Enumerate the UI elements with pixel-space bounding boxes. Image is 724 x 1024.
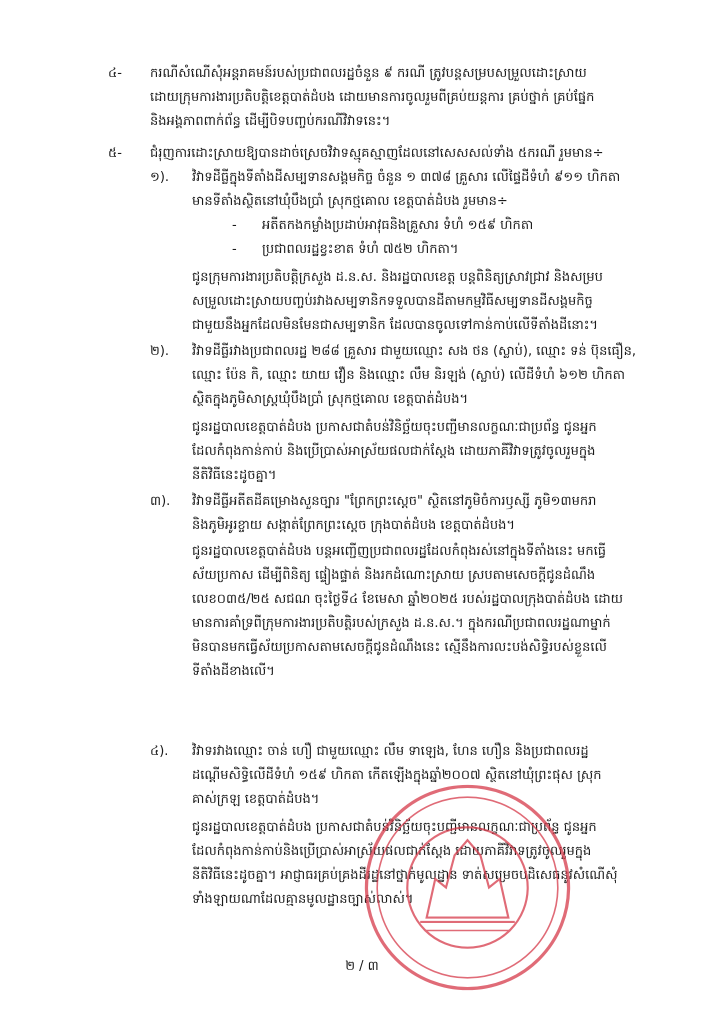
- text-line: មានការគាំទ្រពីក្រុមការងារប្រតិបត្តិរបស់ក្រសួង ដ.ន.ស.។ ក្នុងករណីប្រជាពលរដ្ឋណាម្នាក់: [192, 616, 611, 631]
- text-line: ប្រជាពលរដ្ឋខ្វះខាត ទំហំ ៧៥២ ហិកតា។: [262, 242, 459, 257]
- text-line: ជូនរដ្ឋបាលខេត្តបាត់ដំបង ប្រកាសជាតំបន់វិនិច្ឆ័យចុះបញ្ជីមានលក្ខណៈជាប្រព័ន្ធ ជូនអ្នក: [192, 420, 597, 435]
- text-line: នីតិវិធីនេះដូចគ្នា។: [192, 468, 277, 483]
- bullet-text: [262, 214, 680, 238]
- subitem-number: ៤).: [150, 744, 169, 759]
- text-line: វិវាទដីធ្លីក្នុងទីតាំងដីសម្បទានសង្គមកិច្ច ចំនួន ១ ៣៧៨ គ្រួសារ លើផ្ទៃដីទំហំ ៩១១ ហិកតា: [192, 170, 621, 185]
- page-number: ២ / ៣: [345, 959, 379, 974]
- text-line: លេខ០៣៥/២៥ សជណ ចុះថ្ងៃទី៤ ខែមេសា ឆ្នាំ២០២៥ របស់រដ្ឋបាលក្រុងបាត់ដំបង ដោយ: [192, 592, 624, 607]
- subitem-number: ៣).: [150, 494, 171, 509]
- subitem-text: [192, 166, 680, 214]
- subitem-text: [192, 340, 680, 412]
- subitem-number: ១).: [150, 170, 170, 185]
- text-line: វិវាទដីធ្លីរវាងប្រជាពលរដ្ឋ ២៨៨ គ្រួសារ ជាមួយឈ្មោះ សង ថន (ស្លាប់), ឈ្មោះ ទន់ ប៊ុនធឿន,: [192, 344, 636, 359]
- text-line: ជូនរដ្ឋបាលខេត្តបាត់ដំបង បន្តអញ្ជើញប្រជាពលរដ្ឋដែលកំពុងរស់នៅក្នុងទីតាំងនេះ មកធ្វើ: [192, 544, 606, 559]
- text-line: ទីតាំងដីខាងលើ។: [192, 664, 275, 679]
- text-line: ស្ថិតក្នុងភូមិសាស្ត្រឃុំបឹងប្រាំ ស្រុកថ្មគោល ខេត្តបាត់ដំបង។: [192, 392, 469, 407]
- recommendation-paragraph: [192, 540, 680, 684]
- text-line: ជូនរដ្ឋបាលខេត្តបាត់ដំបង ប្រកាសជាតំបន់វិនិច្ឆ័យចុះបញ្ជីមានលក្ខណៈជាប្រព័ន្ធ ជូនអ្នក: [192, 820, 597, 835]
- text-line: អតីតកងកម្លាំងប្រដាប់អាវុធនិងគ្រួសារ ទំហំ ១៥៩ ហិកតា: [262, 218, 534, 233]
- text-line: ស័យប្រកាស ដើម្បីពិនិត្យ ផ្ទៀងផ្ទាត់ និងរកដំណោះស្រាយ ស្របតាមសេចក្តីជូនដំណឹង: [192, 568, 596, 583]
- text-line: ដោយក្រុមការងារប្រតិបត្តិខេត្តបាត់ដំបង ដោយមានការចូលរួមពីគ្រប់យន្តការ គ្រប់ថ្នាក់ គ្រប់ផ្នែក: [150, 90, 595, 105]
- text-line: ដែលកំពុងកាន់កាប់និងប្រើប្រាស់អាស្រ័យផលជាក់ស្តែង ដោយភាគីវិវាទត្រូវចូលរួមក្នុង: [192, 844, 592, 859]
- subitem-number: ២).: [150, 344, 170, 359]
- text-line: និងភូមិអូរខ្ចាយ សង្កាត់ព្រែកព្រះស្តេច ក្រុងបាត់ដំបង ខេត្តបាត់ដំបង។: [192, 518, 515, 533]
- text-line: ជំរុញការដោះស្រាយឱ្យបានដាច់ស្រេចវិវាទស្មុគស្មាញដែលនៅសេសសល់ទាំង ៥ករណី រួមមាន÷: [150, 146, 604, 161]
- bullet-dash: -: [232, 242, 237, 257]
- text-line: ករណីសំណើសុំអន្តរាគមន៍របស់ប្រជាពលរដ្ឋចំនួន ៩ ករណី ត្រូវបន្តសម្របសម្រួលដោះស្រាយ: [150, 66, 587, 81]
- subitem-text: [192, 490, 680, 538]
- item-text: [150, 62, 680, 134]
- text-line: ឈ្មោះ ប៉ែន កិ, ឈ្មោះ យាយ វឿន និងឈ្មោះ លឹម និរឡង់ (ស្លាប់) លើដីទំហំ ៦១២ ហិកតា: [192, 368, 626, 383]
- text-line: សម្រួលដោះស្រាយបញ្ចប់រវាងសម្បទានិកទទួលបានដីតាមកម្មវិធីសម្បទានដីសង្គមកិច្ច: [192, 294, 593, 309]
- text-line: ជូនក្រុមការងារប្រតិបត្តិក្រសួង ដ.ន.ស. និងរដ្ឋបាលខេត្ត បន្តពិនិត្យស្រាវជ្រាវ និងសម្រប: [192, 270, 603, 285]
- text-line: នីតិវិធីនេះដូចគ្នា។ អាជ្ញាធរគ្រប់គ្រងដីរដ្ឋនៅថ្នាក់មូលដ្ឋាន ទាត់សម្រេចបដិសេធនូវសំណើសុំ: [192, 868, 618, 883]
- item-text: [150, 142, 680, 166]
- bullet-text: [262, 238, 680, 262]
- text-line: មានទីតាំងស្ថិតនៅឃុំបឹងប្រាំ ស្រុកថ្មគោល ខេត្តបាត់ដំបង រួមមាន÷: [192, 194, 508, 209]
- item-number: ៥-: [108, 146, 122, 161]
- text-line: ជាមួយនឹងអ្នកដែលមិនមែនជាសម្បទានិក ដែលបានចូលទៅកាន់កាប់លើទីតាំងដីនោះ។: [192, 318, 599, 333]
- item-number: ៤-: [108, 66, 122, 81]
- text-line: ដែលកំពុងកាន់កាប់ និងប្រើប្រាស់អាស្រ័យផលជាក់ស្តែង ដោយភាគីវិវាទត្រូវចូលរួមក្នុង: [192, 444, 596, 459]
- text-line: វិវាទរវាងឈ្មោះ ចាន់ ហឿ ជាមួយឈ្មោះ លឹម ទាឡេង, ហែន ហឿន និងប្រជាពលរដ្ឋ: [192, 744, 589, 759]
- recommendation-paragraph: [192, 416, 680, 488]
- text-line: ទាំងឡាយណាដែលគ្មានមូលដ្ឋានច្បាស់លាស់។: [192, 892, 414, 907]
- text-line: វិវាទដីធ្លីអតីតដីគម្រោងសួនច្បារ "ព្រែកព្រះស្តេច" ស្ថិតនៅភូមិចំការឫស្សី ភូមិ១៣មករា: [192, 494, 597, 509]
- text-line: និងអង្គភាពពាក់ព័ន្ធ ដើម្បីបិទបញ្ចប់ករណីវិវាទនេះ។: [150, 114, 391, 129]
- text-line: គាស់ក្រឡ ខេត្តបាត់ដំបង។: [192, 792, 320, 807]
- text-line: ដណ្តើមសិទ្ធិលើដីទំហំ ១៥៩ ហិកតា កើតឡើងក្នុងឆ្នាំ២០០៧ ស្ថិតនៅឃុំព្រះផុស ស្រុក: [192, 768, 602, 783]
- text-line: មិនបានមកធ្វើស័យប្រកាសតាមសេចក្តីជូនដំណឹងនេះ ស្មើនឹងការលះបង់សិទ្ធិរបស់ខ្លួនលើ: [192, 640, 607, 655]
- recommendation-paragraph: [192, 266, 680, 338]
- bullet-dash: -: [232, 218, 237, 233]
